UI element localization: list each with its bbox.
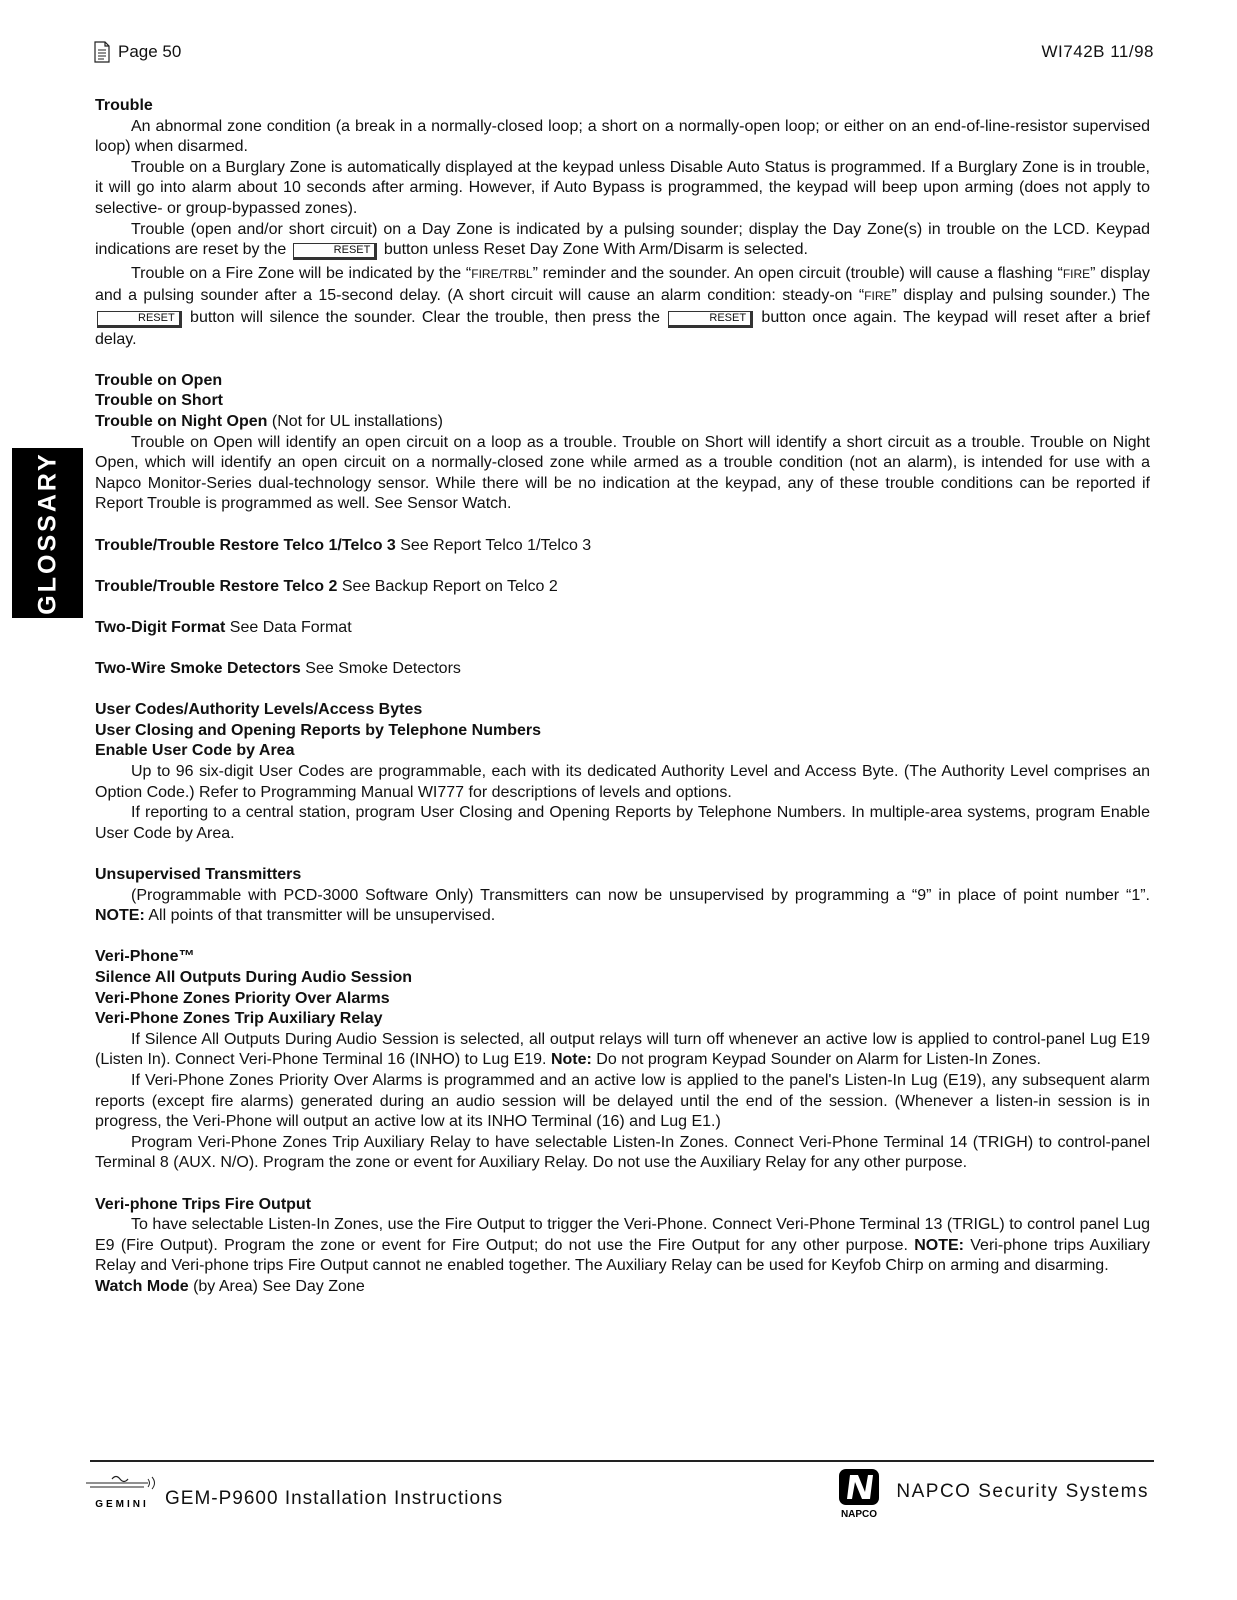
gemini-logo (84, 1473, 160, 1513)
trouble-paragraph-1: An abnormal zone condition (a break in a normally-closed loop; a short on a normally-open loop; or either on an end-of-line-resistor supervised loop) when disarmed. (95, 117, 1150, 156)
trouble-on-open-paragraph: Trouble on Open will identify an open circuit on a loop as a trouble. Trouble on Short will identify a short circuit as a trouble. Trouble on Night Open, which will identify an open circuit on a normally-closed zone while armed as a trouble condition (not an alarm), is intended for use with a Napco Monitor-Series dual-technology sensor. While there will be no indication at the keypad, any of these trouble conditions can be reported if Report Trouble is programmed as well. See Sensor Watch. (95, 433, 1150, 513)
entry-title-user-codes: User Codes/Authority Levels/Access Bytes (95, 701, 423, 719)
entry-title-trouble: Trouble (95, 97, 153, 114)
reset-key-icon: RESET (97, 311, 182, 328)
trouble-paragraph-3: Trouble (open and/or short circuit) on a Day Zone is indicated by a pulsing sounder; display the Day Zone(s) in trouble on the LCD. Keypad indications are reset by the RESET button unless Reset Day Zone With Arm/Disarm is selected. (95, 220, 1150, 259)
side-tab-label: GLOSSARY (33, 451, 61, 615)
entry-title-priority-over-alarms: Veri-Phone Zones Priority Over Alarms (95, 989, 390, 1007)
page-header-left (94, 41, 181, 63)
fire-trbl-display: FIRE/TRBL (471, 266, 533, 281)
entry-title-user-closing: User Closing and Opening Reports by Telephone Numbers (95, 721, 541, 739)
entry-two-digit-format: Two-Digit Format See Data Format (95, 618, 352, 636)
entry-telco-1-3: Trouble/Trouble Restore Telco 1/Telco 3 See Report Telco 1/Telco 3 (95, 536, 592, 554)
entry-title-fire-output: Veri-phone Trips Fire Output (95, 1195, 312, 1213)
footer-company-name: NAPCO Security Systems (896, 1481, 1149, 1502)
trouble-paragraph-2: Trouble on a Burglary Zone is automatically displayed at the keypad unless Disable Auto Status is programmed. If a Burglary Zone is in trouble, it will go into alarm about 10 seconds after arming. However, if Auto Bypass is programmed, the keypad will beep upon arming (does not apply to selective- or group-bypassed zones). (95, 158, 1150, 217)
svg-text:GEMINI: GEMINI (95, 1499, 149, 1510)
glossary-content (95, 96, 1150, 1297)
entry-two-wire-smoke: Two-Wire Smoke Detectors See Smoke Detectors (95, 660, 461, 678)
document-page-icon (94, 41, 110, 63)
fire-display: FIRE (1062, 266, 1091, 281)
glossary-side-tab (12, 448, 83, 618)
trouble-paragraph-4: Trouble on a Fire Zone will be indicated by the “FIRE/TRBL” reminder and the sounder. An open circuit (trouble) will cause a flashing “FIRE” display and a pulsing sounder after a 15-second delay. (A short circuit will cause an alarm condition: steady-on “FIRE” display and pulsing sounder.) The RESET button will silence the sounder. Clear the trouble, then press the RESET button once again. The keypad will reset after a brief delay. (95, 264, 1151, 348)
napco-logo (830, 1468, 888, 1520)
entry-title-trouble-on-open: Trouble on Open (95, 371, 223, 389)
veri-phone-paragraph-2: If Veri-Phone Zones Priority Over Alarms is programmed and an active low is applied to the panel's Listen-In Lug (E19), any subsequent alarm reports (except fire alarms) generated during an audio session will be delayed until the end of the session. (Whenever a listen-in session is in progress, the Veri-Phone will output an active low at its INHO Terminal (16) and Lug E1.) (95, 1071, 1150, 1131)
page-number: Page 50 (118, 42, 182, 61)
entry-title-silence-outputs: Silence All Outputs During Audio Session (95, 968, 413, 986)
entry-title-unsupervised: Unsupervised Transmitters (95, 866, 302, 883)
veri-phone-paragraph-3: Program Veri-Phone Zones Trip Auxiliary Relay to have selectable Listen-In Zones. Connect Veri-Phone Terminal 14 (TRIGH) to control-panel Terminal 8 (AUX. N/O). Program the zone or event for Auxiliary Relay. Do not use the Auxiliary Relay for any other purpose. (95, 1133, 1150, 1172)
entry-watch-mode: Watch Mode (by Area) See Day Zone (95, 1277, 365, 1295)
veri-phone-paragraph-1: If Silence All Outputs During Audio Session is selected, all output relays will turn off whenever an active low is applied to control-panel Lug E19 (Listen In). Connect Veri-Phone Terminal 16 (INHO) to Lug E19. Note: Do not program Keypad Sounder on Alarm for Listen-In Zones. (95, 1030, 1150, 1069)
fire-output-paragraph: To have selectable Listen-In Zones, use the Fire Output to trigger the Veri-Phone. Connect Veri-Phone Terminal 13 (TRIGL) to control panel Lug E9 (Fire Output). Program the zone or event for Fire Output; do not use the Fire Output for any other purpose. NOTE: Veri-phone trips Auxiliary Relay and Veri-phone trips Fire Output cannot ne enabled together. The Auxiliary Relay can be used for Keyfob Chirp on arming and disarming. (95, 1216, 1150, 1275)
entry-title-veri-phone: Veri-Phone™ (95, 948, 195, 966)
user-codes-paragraph-1: Up to 96 six-digit User Codes are programmable, each with its dedicated Authority Level and Access Byte. (The Authority Level comprises an Option Code.) Refer to Programming Manual WI777 for descriptions of levels and options. (95, 763, 1150, 801)
entry-title-trip-aux-relay: Veri-Phone Zones Trip Auxiliary Relay (95, 1010, 383, 1028)
fire-display: FIRE (864, 288, 892, 303)
entry-title-enable-user-code: Enable User Code by Area (95, 742, 295, 760)
reset-key-icon: RESET (668, 311, 753, 328)
document-code: WI742B 11/98 (1041, 42, 1154, 61)
entry-title-trouble-on-night-open: Trouble on Night Open (Not for UL installations) (95, 412, 443, 430)
entry-title-trouble-on-short: Trouble on Short (95, 392, 223, 410)
footer-divider (90, 1460, 1154, 1462)
user-codes-paragraph-2: If reporting to a central station, program User Closing and Opening Reports by Telephone Numbers. In multiple-area systems, program Enable User Code by Area. (95, 804, 1150, 842)
entry-telco-2: Trouble/Trouble Restore Telco 2 See Backup Report on Telco 2 (95, 577, 558, 595)
footer-product-title: GEM-P9600 Installation Instructions (165, 1488, 504, 1509)
reset-key-icon: RESET (293, 243, 378, 260)
unsupervised-paragraph: (Programmable with PCD-3000 Software Only) Transmitters can now be unsupervised by programming a “9” in place of point number “1”. NOTE: All points of that transmitter will be unsupervised. (95, 886, 1150, 925)
svg-text:NAPCO: NAPCO (840, 1509, 878, 1520)
